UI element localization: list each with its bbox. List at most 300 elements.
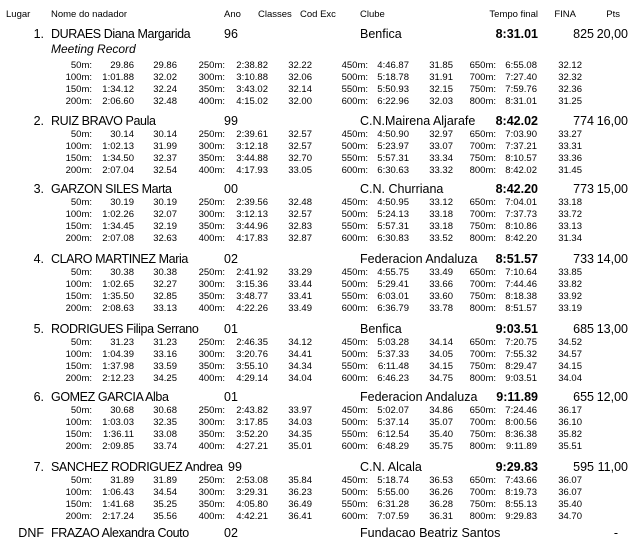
split-cumulative-time: 1:02.26: [102, 209, 134, 220]
split-distance: 200m:: [65, 96, 92, 107]
split-distance: 650m:: [469, 60, 496, 71]
swimmer-name: GARZON SILES Marta: [51, 182, 172, 196]
split-lap-time: 36.31: [429, 511, 453, 522]
split-distance: 700m:: [469, 349, 496, 360]
split-distance: 100m:: [65, 349, 92, 360]
split-distance: 800m:: [469, 373, 496, 384]
split-row: [0, 499, 638, 511]
split-distance: 600m:: [341, 165, 368, 176]
split-row: [0, 197, 638, 209]
split-distance: 600m:: [341, 96, 368, 107]
split-cumulative-time: 1:36.11: [103, 429, 134, 440]
swimmer-fina-points: 595: [573, 460, 594, 474]
split-lap-time: 35.25: [153, 499, 177, 510]
split-lap-time: 32.15: [429, 84, 453, 95]
swimmer-fina-points: 773: [573, 182, 594, 196]
split-row: [0, 303, 638, 315]
split-cumulative-time: 4:17.83: [236, 233, 268, 244]
split-cumulative-time: 6:30.83: [377, 233, 409, 244]
split-lap-time: 32.83: [288, 221, 312, 232]
split-row: [0, 165, 638, 177]
split-cumulative-time: 7:37.73: [505, 209, 537, 220]
swimmer-rank: 5.: [33, 322, 44, 336]
split-lap-time: 34.25: [153, 373, 177, 384]
split-distance: 150m:: [65, 153, 92, 164]
split-distance: 700m:: [469, 279, 496, 290]
split-lap-time: 35.40: [429, 429, 453, 440]
swimmer-fina-points: 733: [573, 252, 594, 266]
split-lap-time: 32.97: [429, 129, 453, 140]
split-cumulative-time: 6:11.48: [378, 361, 409, 372]
swimmer-rank: 3.: [33, 182, 44, 196]
split-distance: 50m:: [70, 475, 92, 486]
split-cumulative-time: 8:10.57: [505, 153, 537, 164]
split-lap-time: 33.34: [429, 153, 453, 164]
split-lap-time: 32.12: [558, 60, 582, 71]
header-final-time: Tempo final: [489, 9, 538, 20]
split-distance: 250m:: [198, 267, 225, 278]
split-lap-time: 33.74: [153, 441, 177, 452]
split-lap-time: 36.53: [429, 475, 453, 486]
split-lap-time: 32.48: [153, 96, 177, 107]
swimmer-points: 11,00: [597, 460, 628, 474]
split-cumulative-time: 30.38: [110, 267, 134, 278]
split-cumulative-time: 4:55.75: [377, 267, 409, 278]
split-cumulative-time: 1:03.03: [102, 417, 134, 428]
split-lap-time: 32.57: [288, 209, 312, 220]
split-cumulative-time: 1:04.39: [102, 349, 134, 360]
split-lap-time: 32.02: [153, 72, 177, 83]
split-distance: 300m:: [198, 279, 225, 290]
swimmer-club: Federacion Andaluza: [360, 390, 478, 404]
split-distance: 300m:: [198, 72, 225, 83]
split-cumulative-time: 8:51.57: [505, 303, 537, 314]
split-row: [0, 337, 638, 349]
split-row: [0, 141, 638, 153]
split-cumulative-time: 30.68: [110, 405, 134, 416]
split-cumulative-time: 5:03.28: [377, 337, 409, 348]
split-cumulative-time: 5:55.00: [377, 487, 409, 498]
split-distance: 150m:: [65, 361, 92, 372]
split-cumulative-time: 6:30.63: [377, 165, 409, 176]
split-cumulative-time: 7:20.75: [505, 337, 537, 348]
split-cumulative-time: 6:03.01: [377, 291, 409, 302]
split-lap-time: 34.04: [558, 373, 582, 384]
split-cumulative-time: 3:44.88: [236, 153, 268, 164]
split-cumulative-time: 3:52.20: [236, 429, 268, 440]
split-cumulative-time: 8:10.86: [505, 221, 537, 232]
split-cumulative-time: 30.14: [110, 129, 134, 140]
split-distance: 650m:: [469, 337, 496, 348]
split-cumulative-time: 2:07.04: [102, 165, 134, 176]
split-distance: 300m:: [198, 349, 225, 360]
split-distance: 250m:: [198, 60, 225, 71]
split-lap-time: 33.12: [429, 197, 453, 208]
split-lap-time: 32.24: [153, 84, 177, 95]
split-distance: 750m:: [469, 291, 496, 302]
split-lap-time: 32.27: [153, 279, 177, 290]
swimmer-name: CLARO MARTINEZ Maria: [51, 252, 188, 266]
split-lap-time: 32.03: [429, 96, 453, 107]
split-cumulative-time: 8:42.20: [505, 233, 537, 244]
split-lap-time: 33.85: [558, 267, 582, 278]
split-distance: 200m:: [65, 373, 92, 384]
split-distance: 750m:: [469, 221, 496, 232]
split-distance: 150m:: [65, 429, 92, 440]
header-place: Lugar: [6, 9, 31, 20]
split-lap-time: 35.84: [288, 475, 312, 486]
header-name: Nome do nadador: [51, 9, 128, 20]
split-cumulative-time: 2:41.92: [236, 267, 268, 278]
split-distance: 700m:: [469, 72, 496, 83]
split-cumulative-time: 3:17.85: [236, 417, 268, 428]
split-lap-time: 33.16: [153, 349, 177, 360]
swimmer-final-time: 8:51.57: [495, 252, 538, 266]
split-lap-time: 33.36: [558, 153, 582, 164]
swimmer-points: 15,00: [596, 182, 628, 196]
split-lap-time: 35.75: [429, 441, 453, 452]
split-cumulative-time: 3:20.76: [236, 349, 268, 360]
split-row: [0, 291, 638, 303]
split-lap-time: 36.41: [288, 511, 312, 522]
swimmer-rank: DNF: [18, 526, 44, 540]
split-distance: 250m:: [198, 129, 225, 140]
split-lap-time: 33.13: [558, 221, 582, 232]
split-cumulative-time: 2:17.24: [102, 511, 134, 522]
split-distance: 250m:: [198, 337, 225, 348]
swimmer-club: Fundacao Beatriz Santos: [360, 526, 501, 540]
split-cumulative-time: 3:48.77: [236, 291, 268, 302]
split-row: [0, 96, 638, 108]
split-distance: 150m:: [65, 291, 92, 302]
split-distance: 450m:: [341, 129, 368, 140]
split-lap-time: 31.89: [153, 475, 177, 486]
split-lap-time: 33.18: [429, 209, 453, 220]
record-note: Meeting Record: [51, 42, 136, 56]
split-lap-time: 36.26: [429, 487, 453, 498]
split-cumulative-time: 5:18.74: [377, 475, 409, 486]
split-distance: 100m:: [65, 141, 92, 152]
split-lap-time: 33.07: [429, 141, 453, 152]
split-cumulative-time: 31.23: [110, 337, 134, 348]
split-row: [0, 279, 638, 291]
split-cumulative-time: 1:34.45: [102, 221, 134, 232]
swimmer-club: C.N. Alcala: [360, 460, 422, 474]
swimmer-name: GOMEZ GARCIA Alba: [51, 390, 169, 404]
split-distance: 500m:: [341, 417, 368, 428]
swimmer-fina-points: 774: [573, 114, 594, 128]
split-distance: 800m:: [469, 511, 496, 522]
split-row: [0, 221, 638, 233]
swimmer-points: 13,00: [596, 322, 628, 336]
split-distance: 400m:: [198, 233, 225, 244]
split-cumulative-time: 6:48.29: [377, 441, 409, 452]
split-row: [0, 84, 638, 96]
swimmer-rank: 7.: [33, 460, 44, 474]
split-lap-time: 32.19: [153, 221, 177, 232]
split-lap-time: 33.05: [288, 165, 312, 176]
split-lap-time: 33.13: [153, 303, 177, 314]
split-cumulative-time: 4:05.80: [236, 499, 268, 510]
split-cumulative-time: 8:36.38: [505, 429, 537, 440]
split-distance: 100m:: [65, 417, 92, 428]
swimmer-year: 96: [224, 27, 238, 41]
split-distance: 750m:: [469, 429, 496, 440]
split-lap-time: 33.18: [558, 197, 582, 208]
swimmer-year: 02: [224, 252, 238, 266]
split-distance: 50m:: [70, 129, 92, 140]
swimmer-final-time: 8:42.20: [495, 182, 538, 196]
swimmer-name: RODRIGUES Filipa Serrano: [51, 322, 199, 336]
split-cumulative-time: 4:29.14: [236, 373, 268, 384]
split-cumulative-time: 5:37.33: [377, 349, 409, 360]
split-lap-time: 35.01: [288, 441, 312, 452]
split-distance: 450m:: [341, 405, 368, 416]
split-lap-time: 31.99: [153, 141, 177, 152]
split-cumulative-time: 1:02.65: [102, 279, 134, 290]
split-row: [0, 153, 638, 165]
split-lap-time: 32.37: [153, 153, 177, 164]
split-lap-time: 33.66: [429, 279, 453, 290]
split-cumulative-time: 2:07.08: [102, 233, 134, 244]
split-distance: 350m:: [198, 499, 225, 510]
split-cumulative-time: 2:09.85: [102, 441, 134, 452]
split-lap-time: 36.49: [288, 499, 312, 510]
swimmer-name: DURAES Diana Margarida: [51, 27, 191, 41]
split-distance: 150m:: [65, 221, 92, 232]
split-cumulative-time: 2:06.60: [102, 96, 134, 107]
split-cumulative-time: 7:37.21: [505, 141, 537, 152]
split-distance: 650m:: [469, 129, 496, 140]
split-lap-time: 35.40: [558, 499, 582, 510]
split-distance: 600m:: [341, 373, 368, 384]
split-lap-time: 33.32: [429, 165, 453, 176]
swimmer-final-time: 9:29.83: [495, 460, 538, 474]
split-distance: 300m:: [198, 141, 225, 152]
split-lap-time: 32.36: [558, 84, 582, 95]
split-cumulative-time: 8:00.56: [505, 417, 537, 428]
split-lap-time: 31.91: [429, 72, 453, 83]
split-cumulative-time: 4:22.26: [236, 303, 268, 314]
split-distance: 700m:: [469, 141, 496, 152]
split-cumulative-time: 6:36.79: [377, 303, 409, 314]
split-cumulative-time: 7:24.46: [505, 405, 537, 416]
swimmer-points: 12,00: [596, 390, 628, 404]
split-lap-time: 32.14: [288, 84, 312, 95]
split-lap-time: 36.07: [558, 487, 582, 498]
swimmer-final-time: 8:31.01: [495, 27, 538, 41]
swimmer-year: 99: [224, 114, 238, 128]
split-cumulative-time: 2:39.61: [236, 129, 268, 140]
split-lap-time: 33.41: [288, 291, 312, 302]
split-lap-time: 31.25: [558, 96, 582, 107]
split-lap-time: 32.00: [288, 96, 312, 107]
split-lap-time: 34.12: [288, 337, 312, 348]
split-distance: 650m:: [469, 405, 496, 416]
split-cumulative-time: 8:18.38: [505, 291, 537, 302]
split-lap-time: 34.34: [288, 361, 312, 372]
split-cumulative-time: 9:03.51: [505, 373, 537, 384]
split-distance: 700m:: [469, 487, 496, 498]
swimmer-club: Benfica: [360, 27, 402, 41]
split-distance: 450m:: [341, 267, 368, 278]
split-distance: 350m:: [198, 84, 225, 95]
split-cumulative-time: 3:43.02: [236, 84, 268, 95]
swimmer-fina-points: 685: [573, 322, 594, 336]
split-distance: 200m:: [65, 511, 92, 522]
split-lap-time: 33.31: [558, 141, 582, 152]
split-distance: 450m:: [341, 475, 368, 486]
split-cumulative-time: 5:02.07: [377, 405, 409, 416]
split-lap-time: 32.85: [153, 291, 177, 302]
swimmer-fina-points: 825: [573, 27, 594, 41]
split-distance: 150m:: [65, 499, 92, 510]
split-row: [0, 417, 638, 429]
split-cumulative-time: 5:37.14: [377, 417, 409, 428]
split-distance: 600m:: [341, 441, 368, 452]
split-lap-time: 36.07: [558, 475, 582, 486]
split-cumulative-time: 4:15.02: [236, 96, 268, 107]
split-distance: 800m:: [469, 441, 496, 452]
split-lap-time: 36.10: [558, 417, 582, 428]
split-distance: 500m:: [341, 279, 368, 290]
split-cumulative-time: 7:55.32: [505, 349, 537, 360]
split-lap-time: 36.17: [558, 405, 582, 416]
split-distance: 250m:: [198, 475, 225, 486]
split-cumulative-time: 5:24.13: [377, 209, 409, 220]
split-distance: 550m:: [341, 429, 368, 440]
split-distance: 150m:: [65, 84, 92, 95]
split-cumulative-time: 3:12.18: [236, 141, 268, 152]
split-cumulative-time: 5:29.41: [377, 279, 409, 290]
split-cumulative-time: 4:27.21: [236, 441, 268, 452]
split-distance: 200m:: [65, 303, 92, 314]
split-lap-time: 32.22: [288, 60, 312, 71]
split-cumulative-time: 6:31.28: [377, 499, 409, 510]
split-cumulative-time: 8:42.02: [505, 165, 537, 176]
split-lap-time: 31.23: [153, 337, 177, 348]
split-row: [0, 209, 638, 221]
swimmer-rank: 6.: [33, 390, 44, 404]
split-distance: 200m:: [65, 441, 92, 452]
split-lap-time: 32.48: [288, 197, 312, 208]
split-distance: 800m:: [469, 303, 496, 314]
split-distance: 350m:: [198, 291, 225, 302]
split-distance: 700m:: [469, 209, 496, 220]
split-lap-time: 31.34: [558, 233, 582, 244]
split-lap-time: 30.14: [153, 129, 177, 140]
split-lap-time: 34.41: [288, 349, 312, 360]
split-distance: 400m:: [198, 165, 225, 176]
split-lap-time: 32.07: [153, 209, 177, 220]
split-cumulative-time: 2:53.08: [236, 475, 268, 486]
swimmer-name: SANCHEZ RODRIGUEZ Andrea: [51, 460, 223, 474]
split-distance: 600m:: [341, 511, 368, 522]
split-cumulative-time: 1:35.50: [102, 291, 134, 302]
swimmer-rank: 4.: [33, 252, 44, 266]
split-lap-time: 33.78: [429, 303, 453, 314]
split-distance: 750m:: [469, 84, 496, 95]
split-distance: 550m:: [341, 153, 368, 164]
split-distance: 750m:: [469, 499, 496, 510]
split-distance: 750m:: [469, 153, 496, 164]
split-lap-time: 34.05: [429, 349, 453, 360]
split-distance: 400m:: [198, 441, 225, 452]
split-cumulative-time: 9:29.83: [505, 511, 537, 522]
swimmer-year: 99: [228, 460, 242, 474]
split-distance: 350m:: [198, 361, 225, 372]
split-cumulative-time: 2:38.82: [236, 60, 268, 71]
split-row: [0, 487, 638, 499]
swimmer-fina-points: 655: [573, 390, 594, 404]
split-distance: 400m:: [198, 96, 225, 107]
split-lap-time: 33.72: [558, 209, 582, 220]
swimmer-name: RUIZ BRAVO Paula: [51, 114, 156, 128]
split-lap-time: 32.32: [558, 72, 582, 83]
split-cumulative-time: 6:22.96: [377, 96, 409, 107]
swimmer-points: 16,00: [596, 114, 628, 128]
split-row: [0, 429, 638, 441]
split-cumulative-time: 2:46.35: [236, 337, 268, 348]
split-cumulative-time: 7:43.66: [505, 475, 537, 486]
split-lap-time: 33.59: [153, 361, 177, 372]
header-fina: FINA: [554, 9, 576, 20]
split-cumulative-time: 7:27.40: [505, 72, 537, 83]
split-cumulative-time: 31.89: [110, 475, 134, 486]
swimmer-final-time: 8:42.02: [495, 114, 538, 128]
split-cumulative-time: 4:42.21: [236, 511, 268, 522]
split-distance: 750m:: [469, 361, 496, 372]
split-lap-time: 33.27: [558, 129, 582, 140]
split-cumulative-time: 1:06.43: [102, 487, 134, 498]
split-distance: 450m:: [341, 337, 368, 348]
split-distance: 100m:: [65, 209, 92, 220]
split-lap-time: 30.19: [153, 197, 177, 208]
split-distance: 650m:: [469, 475, 496, 486]
header-code: Cod Exc: [300, 9, 336, 20]
split-lap-time: 36.23: [288, 487, 312, 498]
split-cumulative-time: 5:57.31: [377, 221, 409, 232]
split-lap-time: 34.35: [288, 429, 312, 440]
split-lap-time: 34.52: [558, 337, 582, 348]
split-cumulative-time: 29.86: [110, 60, 134, 71]
split-distance: 50m:: [70, 60, 92, 71]
split-lap-time: 33.49: [288, 303, 312, 314]
split-lap-time: 32.54: [153, 165, 177, 176]
split-lap-time: 33.29: [288, 267, 312, 278]
split-distance: 50m:: [70, 197, 92, 208]
split-lap-time: 35.82: [558, 429, 582, 440]
split-cumulative-time: 6:55.08: [505, 60, 537, 71]
header-club: Clube: [360, 9, 385, 20]
split-distance: 550m:: [341, 84, 368, 95]
split-cumulative-time: 9:11.89: [506, 441, 537, 452]
split-lap-time: 33.49: [429, 267, 453, 278]
split-lap-time: 33.52: [429, 233, 453, 244]
split-lap-time: 34.14: [429, 337, 453, 348]
split-distance: 500m:: [341, 209, 368, 220]
split-distance: 350m:: [198, 429, 225, 440]
split-cumulative-time: 8:29.47: [505, 361, 537, 372]
swimmer-rank: 1.: [33, 27, 44, 41]
split-lap-time: 32.57: [288, 129, 312, 140]
split-cumulative-time: 2:12.23: [102, 373, 134, 384]
split-lap-time: 33.60: [429, 291, 453, 302]
split-lap-time: 34.15: [558, 361, 582, 372]
split-cumulative-time: 1:41.68: [102, 499, 134, 510]
split-row: [0, 511, 638, 523]
split-distance: 550m:: [341, 499, 368, 510]
